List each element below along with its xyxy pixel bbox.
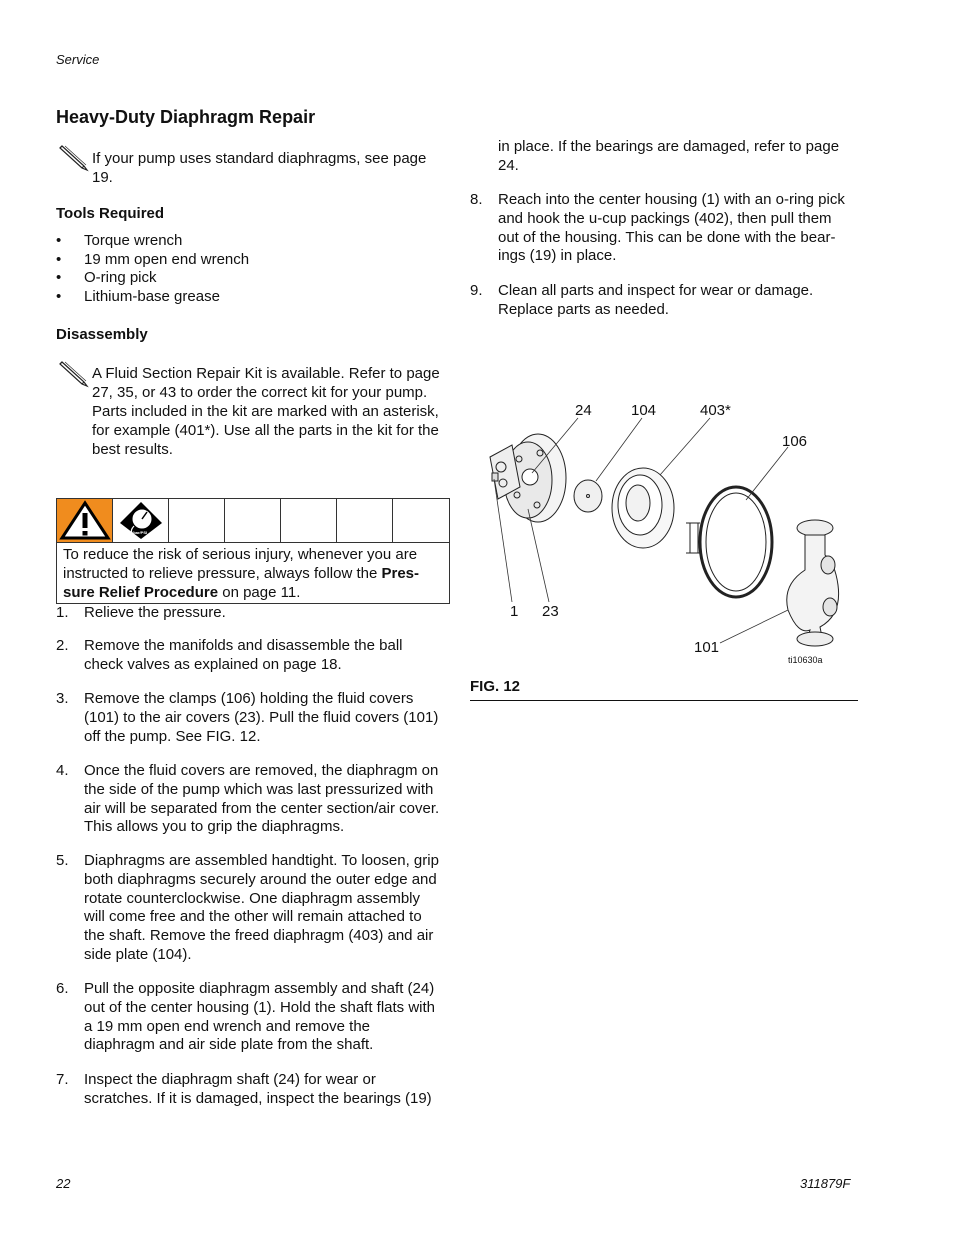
section-title: Heavy-Duty Diaphragm Repair <box>56 107 316 127</box>
running-header: Service <box>56 52 100 67</box>
step-text: Remove the manifolds and disassemble the ball check valves as explained on page 18. <box>84 637 403 673</box>
step-9 <box>470 282 855 320</box>
pressure-hazard-cell <box>113 499 169 542</box>
warning-text <box>63 545 443 602</box>
tool-item: • Torque wrench <box>56 232 436 251</box>
callout-1: 1 <box>510 603 519 620</box>
step-text: Clean all parts and inspect for wear or damage. Replace parts as needed. <box>498 282 814 318</box>
step-3 <box>56 690 441 746</box>
figure-caption-text: FIG. 12 <box>470 678 521 695</box>
step-6 <box>56 980 441 1055</box>
step-1 <box>56 604 441 623</box>
step-2 <box>56 637 441 675</box>
pencil-note-icon <box>58 358 90 388</box>
air-side-plate-part <box>574 480 602 512</box>
warning-triangle-icon <box>57 499 113 542</box>
step-text: Inspect the diaphragm shaft (24) for wear or scratches. If it is damaged, inspect the bearings (19) <box>84 1071 432 1107</box>
step-7-continued <box>470 138 855 176</box>
disassembly-heading: Disassembly <box>56 326 148 343</box>
note-repair-kit <box>92 364 442 459</box>
step-5 <box>56 852 441 965</box>
step-number: 9. <box>470 282 483 299</box>
warning-empty-cell <box>225 499 281 542</box>
pencil-note-icon <box>58 142 90 172</box>
step-8 <box>470 191 855 266</box>
figure-rule <box>470 700 858 701</box>
step-text: Once the fluid covers are removed, the diaphragm on the side of the pump which was last pressurized with air will be separated from the center section/air cover. This allows you to grip the diaphragms. <box>84 762 440 836</box>
callout-101: 101 <box>694 639 720 656</box>
step-text: Relieve the pressure. <box>84 604 226 621</box>
pressure-gauge-icon <box>113 499 169 542</box>
page-number: 22 <box>56 1176 71 1191</box>
warning-empty-cell <box>337 499 393 542</box>
callout-106: 106 <box>782 433 808 450</box>
step-text: Reach into the center housing (1) with an o-ring pick and hook the u-cup packings (402), then pull them out of the housing. This can be done with the bear-ings (19) in place. <box>498 191 845 265</box>
diaphragm-part <box>612 468 674 548</box>
warning-icon-row <box>57 499 449 543</box>
tool-item: • 19 mm open end wrench <box>56 251 436 270</box>
step-number: 2. <box>56 637 69 654</box>
step-7 <box>56 1071 441 1109</box>
step-number: 1. <box>56 604 69 621</box>
tools-heading: Tools Required <box>56 205 165 222</box>
warning-empty-cell <box>169 499 225 542</box>
step-4 <box>56 762 441 837</box>
pressure-relief-link-text: Pres-sure Relief Procedure <box>63 565 420 601</box>
callout-24: 24 <box>575 402 592 419</box>
step-number: 6. <box>56 980 69 997</box>
callout-403: 403* <box>700 402 731 419</box>
step-number: 4. <box>56 762 69 779</box>
exploded-view-diagram <box>470 395 858 675</box>
warning-empty-cell <box>281 499 337 542</box>
step-text: Diaphragms are assembled handtight. To loosen, grip both diaphragms securely around the outer edge and rotate counterclockwise. One diaphragm assembly will come free and the other will remain attached to the shaft. Remove the freed diaphragm (403) and air side plate (104). <box>84 852 439 963</box>
callout-104: 104 <box>631 402 657 419</box>
figure-reference-id: ti10630a <box>788 655 823 665</box>
step-number: 8. <box>470 191 483 208</box>
step-text: in place. If the bearings are damaged, refer to page 24. <box>498 138 840 174</box>
warning-text-pre: To reduce the risk of serious injury, whenever you are instructed to relieve pressure, always follow the <box>63 546 418 582</box>
callout-23: 23 <box>542 603 559 620</box>
document-number: 311879F <box>800 1176 851 1191</box>
step-number: 7. <box>56 1071 69 1088</box>
step-text: Pull the opposite diaphragm assembly and shaft (24) out of the center housing (1). Hold the shaft flats with a 19 mm open end wrench and remove the diaphragm and air side plate from the shaft. <box>84 980 436 1054</box>
note-repair-kit-text: A Fluid Section Repair Kit is available. Refer to page 27, 35, or 43 to order the correct kit for your pump. Parts included in the kit are marked with an asterisk, for example (401*). Use all the parts in the kit for the best results. <box>92 365 440 458</box>
note-standard-diaphragms: If your pump uses standard diaphragms, see page 19. <box>92 150 427 186</box>
figure-caption <box>470 678 520 695</box>
pressure-badge-text: MPa/bar/PSI <box>124 530 148 535</box>
tool-item: • Lithium-base grease <box>56 288 436 307</box>
fluid-cover-part <box>787 520 839 646</box>
step-number: 3. <box>56 690 69 707</box>
tools-list <box>56 232 436 307</box>
warning-box <box>56 498 450 604</box>
clamp-part <box>686 487 772 597</box>
step-number: 5. <box>56 852 69 869</box>
warning-empty-cell <box>393 499 449 542</box>
warning-text-post: on page 11. <box>218 584 301 601</box>
step-text: Remove the clamps (106) holding the fluid covers (101) to the air covers (23). Pull the fluid covers (101) off the pump. See FIG. 12. <box>84 690 439 745</box>
tool-item: • O-ring pick <box>56 269 436 288</box>
warning-triangle-cell <box>57 499 113 542</box>
